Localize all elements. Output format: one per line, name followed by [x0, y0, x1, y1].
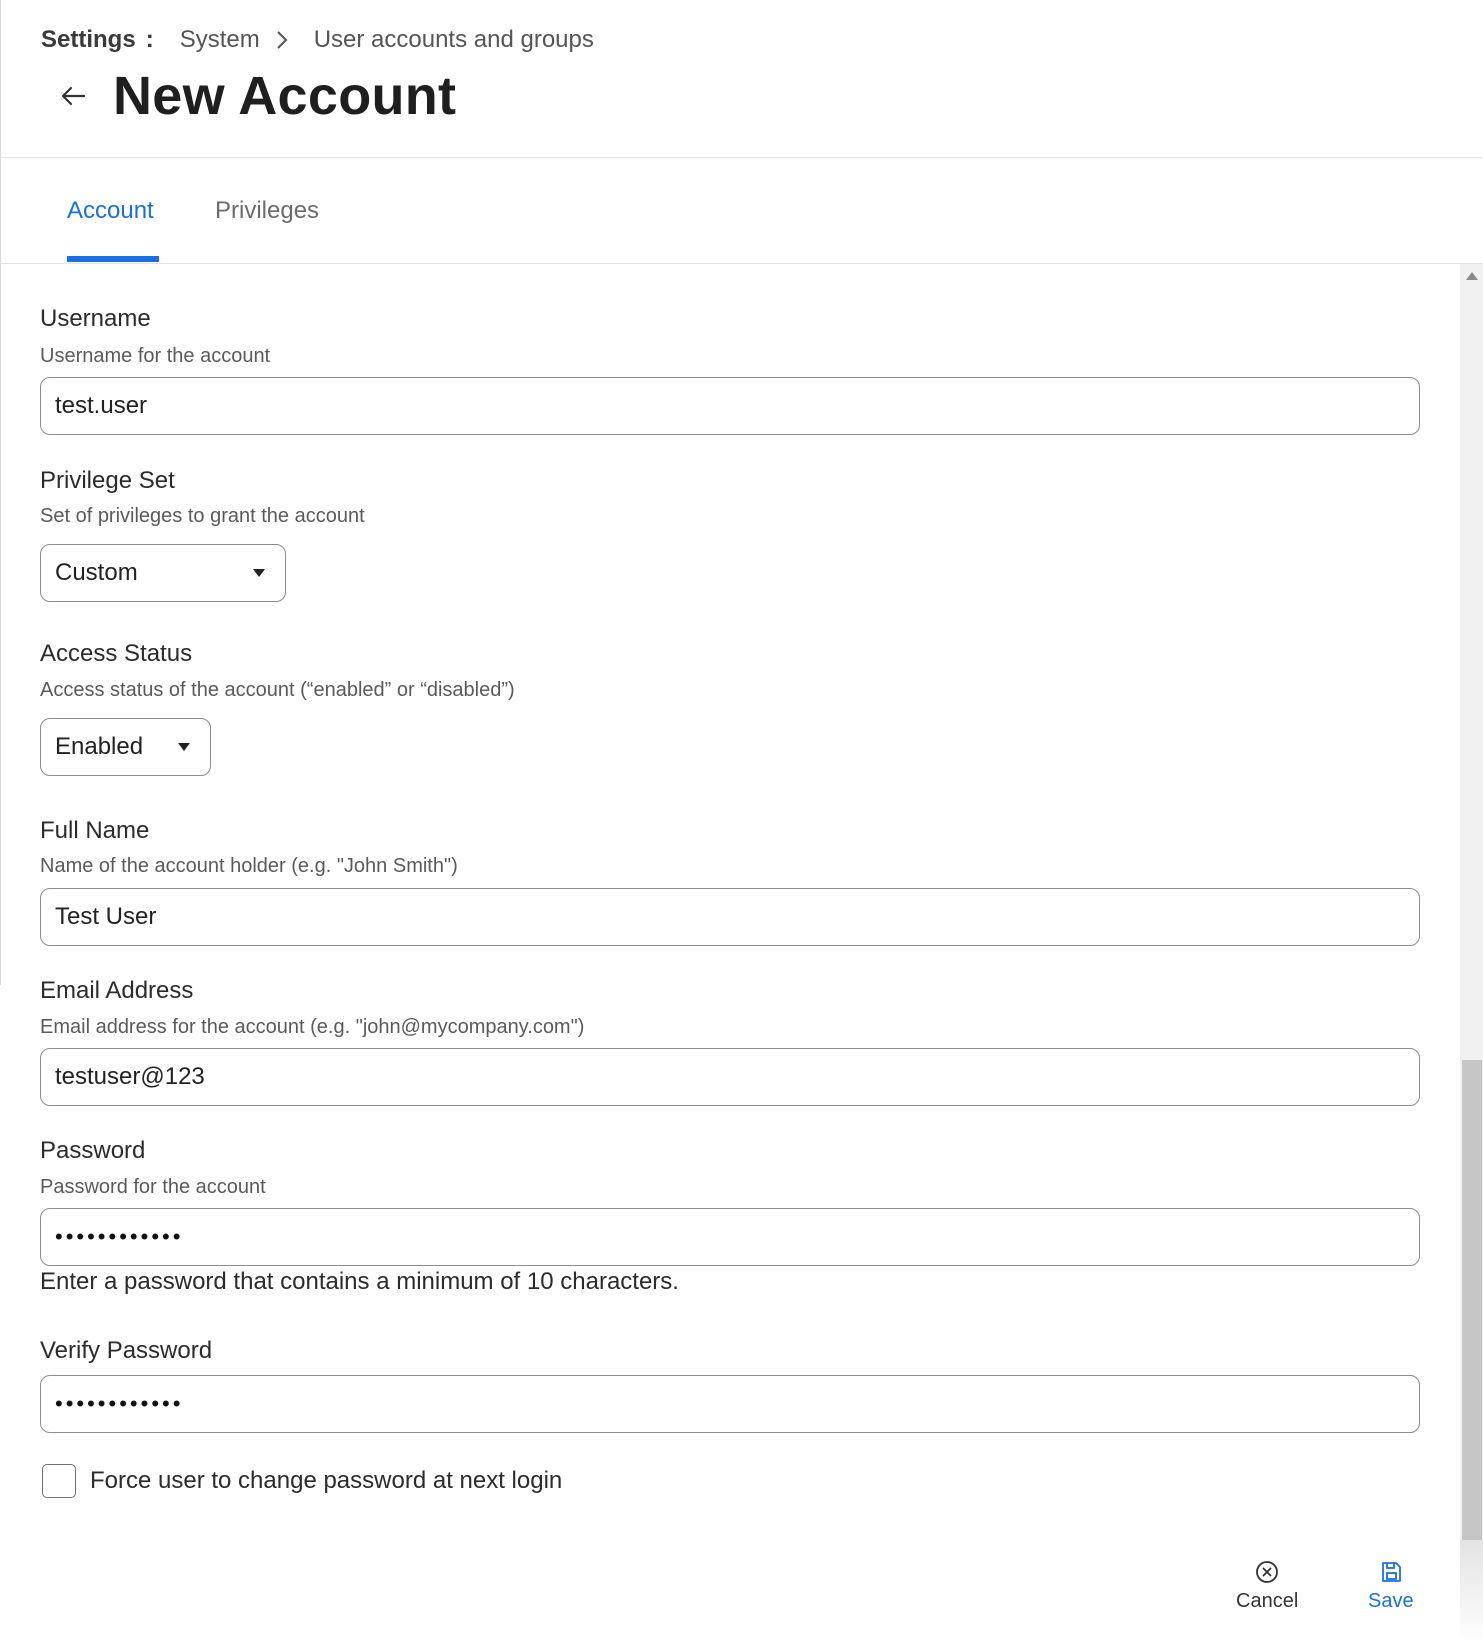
active-tab-indicator: [67, 256, 159, 262]
form-content: [0, 264, 1460, 1645]
cancel-label: Cancel: [1236, 1590, 1299, 1612]
password-label: Password: [40, 1137, 146, 1164]
breadcrumb-item-user-accounts: User accounts and groups: [313, 26, 594, 53]
back-button[interactable]: [53, 76, 93, 116]
email-help: Email address for the account (e.g. "john@mycompany.com"): [40, 1016, 585, 1038]
scrollbar-thumb[interactable]: [1462, 1060, 1482, 1540]
full-name-input[interactable]: [40, 888, 1420, 946]
username-input[interactable]: [40, 377, 1420, 435]
save-button[interactable]: [1368, 1560, 1414, 1613]
tab-bar: [0, 158, 1483, 264]
cancel-button[interactable]: [1236, 1560, 1298, 1613]
breadcrumb-colon: :: [145, 26, 154, 53]
tab-account[interactable]: Account: [67, 197, 154, 224]
vertical-scrollbar[interactable]: [1460, 264, 1483, 1645]
access-status-help: Access status of the account (“enabled” or “disabled”): [40, 679, 515, 701]
tab-privileges[interactable]: Privileges: [215, 197, 320, 224]
chevron-right-icon: [276, 30, 288, 50]
force-change-label: Force user to change password at next login: [90, 1467, 563, 1494]
verify-password-label: Verify Password: [40, 1337, 213, 1364]
full-name-help: Name of the account holder (e.g. "John Smith"): [40, 855, 458, 877]
save-label: Save: [1368, 1590, 1414, 1612]
force-change-checkbox[interactable]: [42, 1464, 76, 1498]
username-help: Username for the account: [40, 345, 271, 367]
floppy-disk-icon: [1379, 1560, 1403, 1584]
caret-down-icon: [253, 569, 265, 577]
privilege-set-label: Privilege Set: [40, 467, 175, 494]
privilege-set-help: Set of privileges to grant the account: [40, 505, 365, 527]
password-input[interactable]: [40, 1208, 1420, 1266]
username-label: Username: [40, 305, 151, 332]
page-title: New Account: [113, 66, 457, 126]
content-edge-mask: [0, 985, 3, 1645]
verify-password-input[interactable]: [40, 1375, 1420, 1433]
email-input[interactable]: [40, 1048, 1420, 1106]
privilege-set-select[interactable]: [40, 544, 286, 602]
password-help: Password for the account: [40, 1176, 266, 1198]
access-status-value: Enabled: [55, 733, 144, 760]
scroll-up-arrow-icon[interactable]: [1466, 272, 1478, 280]
close-circle-icon: [1255, 1560, 1279, 1584]
breadcrumb-item-system[interactable]: System: [179, 26, 260, 53]
full-name-label: Full Name: [40, 817, 150, 844]
breadcrumb: [41, 24, 594, 56]
page-header: [0, 0, 1483, 158]
scrollbar-fade: [1460, 1540, 1483, 1645]
breadcrumb-root[interactable]: Settings: [41, 26, 136, 53]
email-label: Email Address: [40, 977, 194, 1004]
password-hint: Enter a password that contains a minimum of 10 characters.: [40, 1268, 679, 1295]
caret-down-icon: [178, 743, 190, 751]
force-change-row[interactable]: [42, 1464, 562, 1498]
privilege-set-value: Custom: [55, 559, 138, 586]
access-status-label: Access Status: [40, 640, 193, 667]
access-status-select[interactable]: [40, 718, 211, 776]
arrow-left-icon: [60, 85, 86, 107]
